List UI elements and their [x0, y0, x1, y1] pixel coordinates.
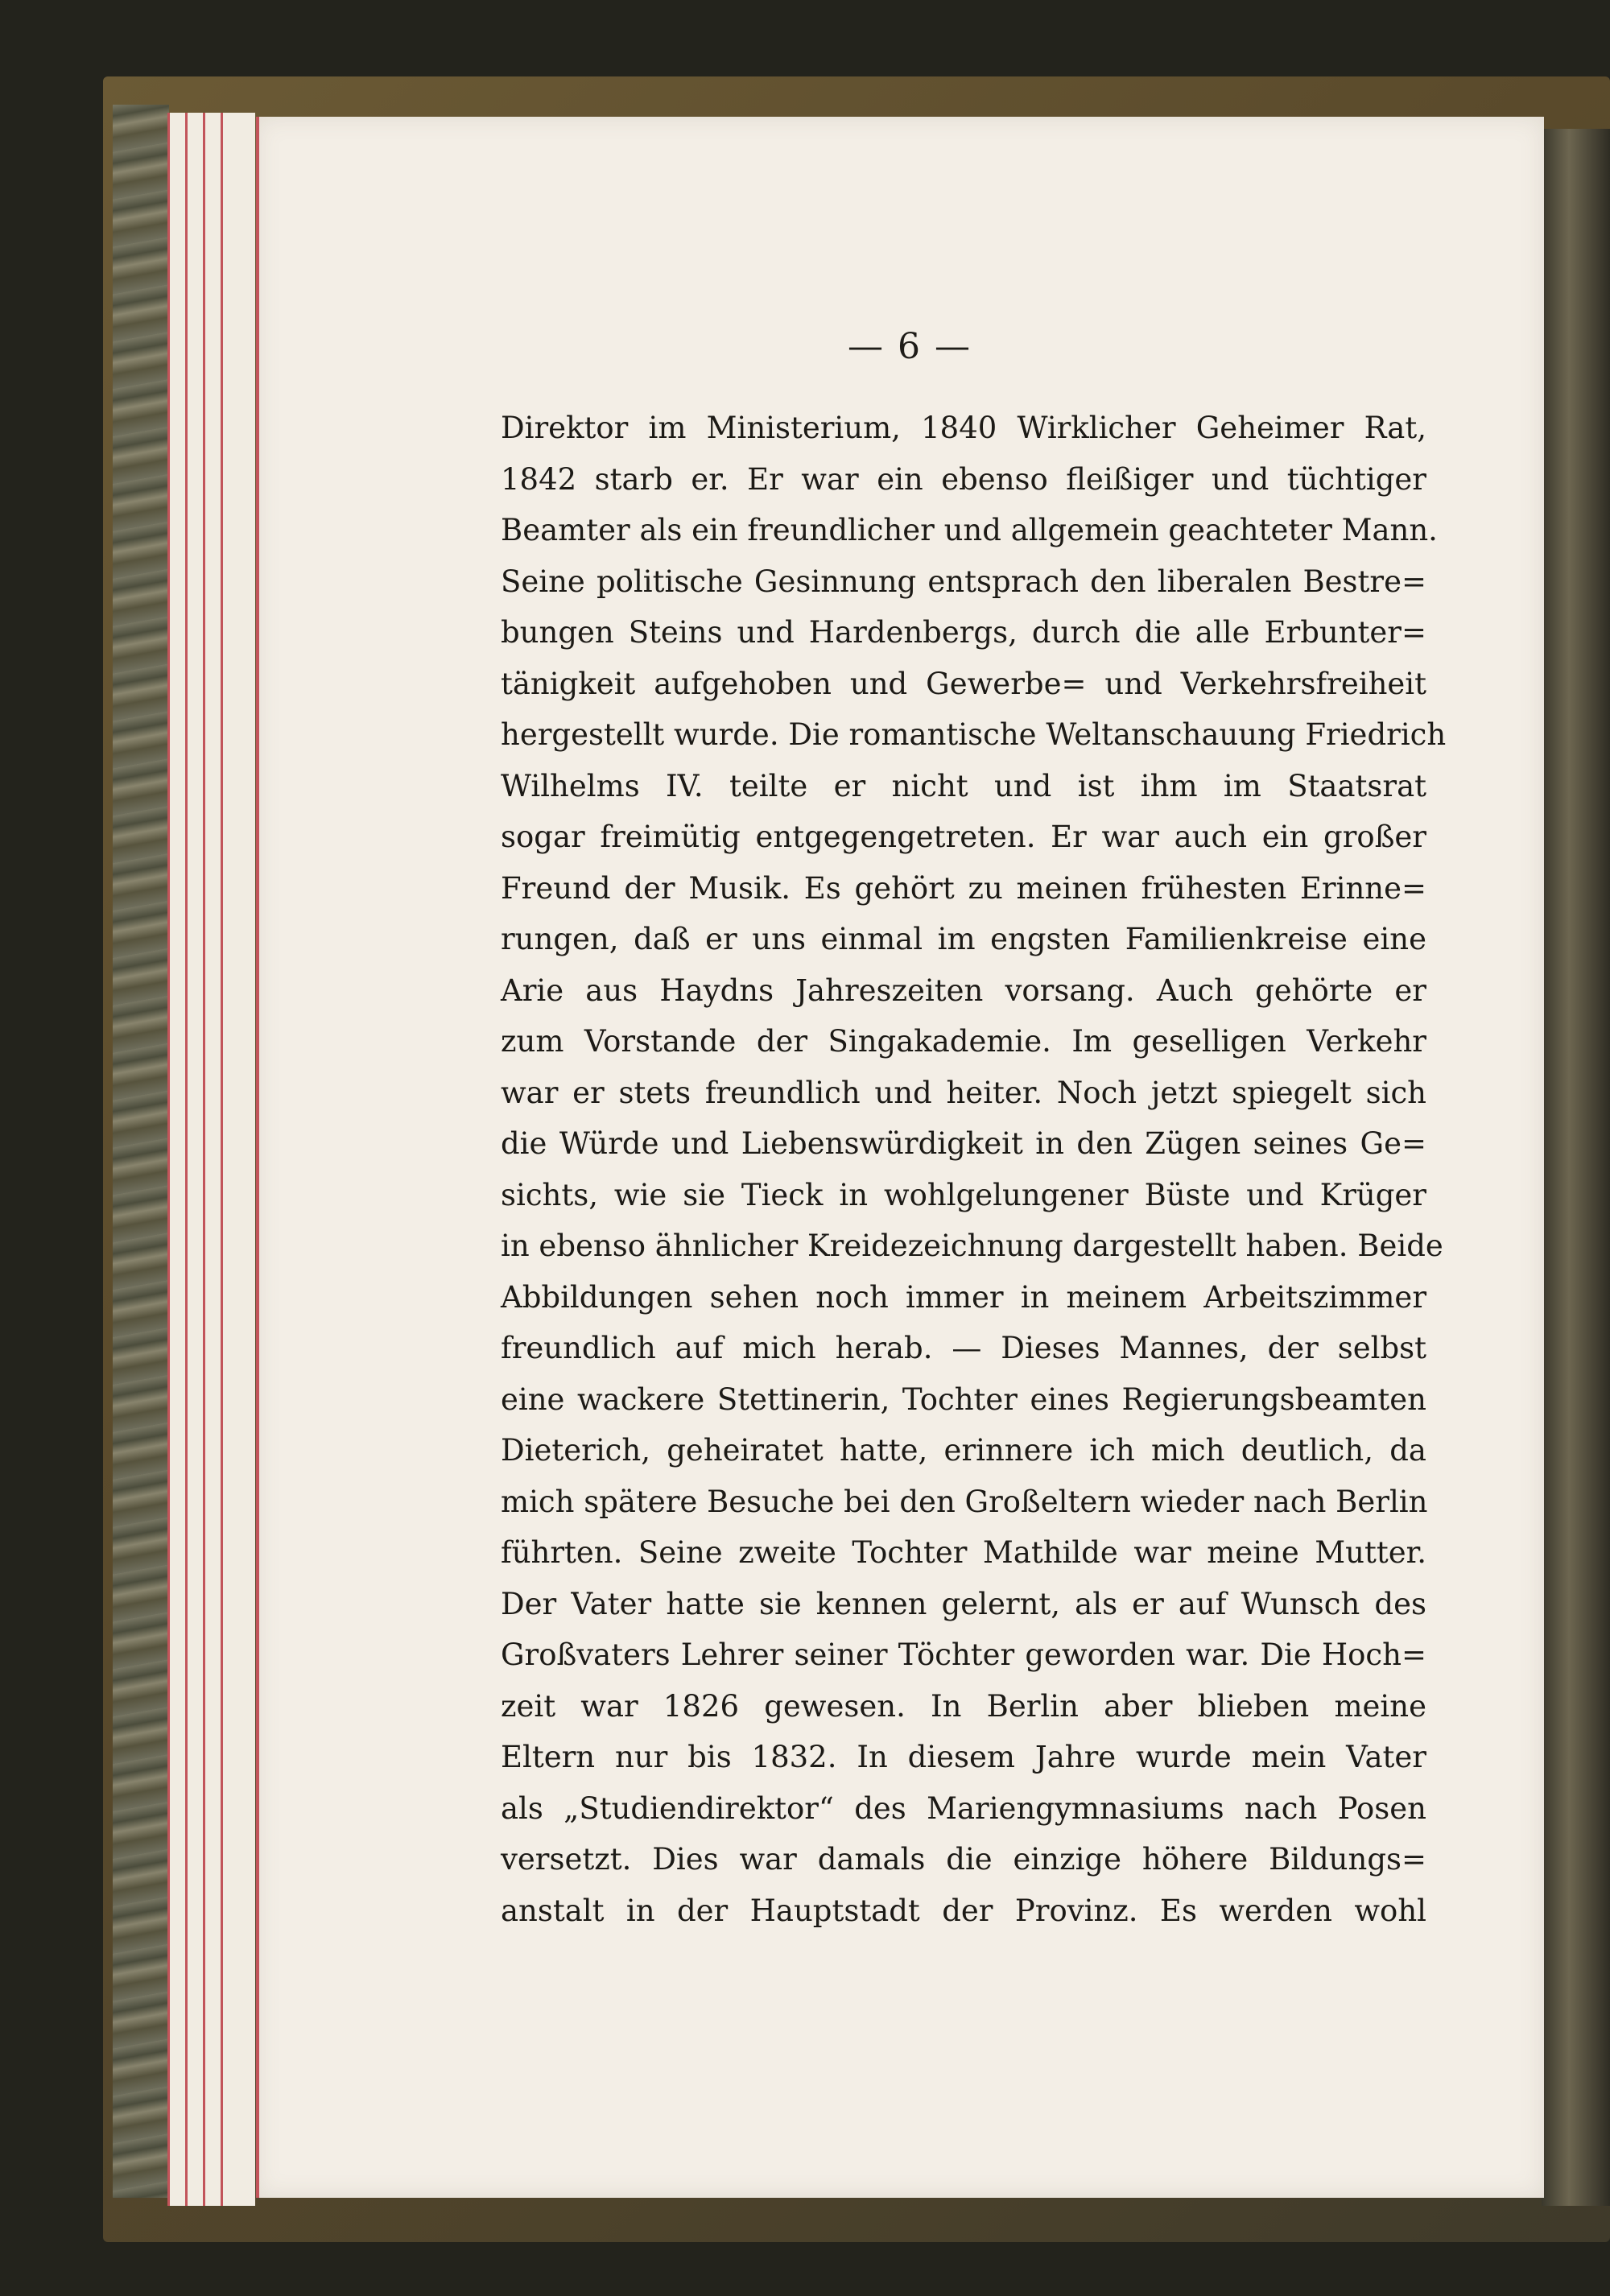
text-line: sichts, wie sie Tieck in wohlgelungener Büste und Krüger: [501, 1177, 1426, 1212]
text-line: eine wackere Stettinerin, Tochter eines Regierungsbeamten: [501, 1381, 1426, 1417]
text-line: bungen Steins und Hardenbergs, durch die alle Erbunter=: [501, 615, 1426, 650]
page-edge-2: [185, 113, 204, 2206]
page-edge-3: [203, 113, 221, 2206]
text-line: war er stets freundlich und heiter. Noch jetzt spiegelt sich: [501, 1075, 1426, 1110]
text-line: tänigkeit aufgehoben und Gewerbe= und Verkehrsfreiheit: [501, 666, 1426, 701]
text-line: Eltern nur bis 1832. In diesem Jahre wurde mein Vater: [501, 1740, 1426, 1774]
text-line: rungen, daß er uns einmal im engsten Familienkreise eine: [501, 922, 1426, 956]
text-line: als „Studiendirektor“ des Mariengymnasiums nach Posen: [501, 1790, 1426, 1826]
page-red-edge: [256, 117, 259, 2198]
page-edge-4: [221, 113, 255, 2206]
text-line: 1842 starb er. Er war ein ebenso fleißiger und tüchtiger: [501, 461, 1426, 497]
page-edge-1: [167, 113, 186, 2206]
text-line: Seine politische Gesinnung entsprach den liberalen Bestre=: [501, 564, 1426, 599]
text-line: Der Vater hatte sie kennen gelernt, als er auf Wunsch des: [501, 1586, 1426, 1621]
text-line: Großvaters Lehrer seiner Töchter geworden war. Die Hoch=: [501, 1637, 1426, 1672]
text-line: zum Vorstande der Singakademie. Im geselligen Verkehr: [501, 1024, 1426, 1059]
text-line: sogar freimütig entgegengetreten. Er war auch ein großer: [501, 820, 1426, 854]
text-line: Freund der Musik. Es gehört zu meinen frühesten Erinne=: [501, 870, 1426, 906]
text-line: Wilhelms IV. teilte er nicht und ist ihm im Staatsrat: [501, 768, 1426, 803]
text-line: Arie aus Haydns Jahreszeiten vorsang. Auch gehörte er: [501, 972, 1426, 1008]
text-line: Beamter als ein freundlicher und allgemein geachteter Mann.: [501, 513, 1438, 547]
text-line: die Würde und Liebenswürdigkeit in den Zügen seines Ge=: [501, 1126, 1426, 1161]
page-edges: [135, 113, 264, 2206]
text-line: in ebenso ähnlicher Kreidezeichnung dargestellt haben. Beide: [501, 1229, 1443, 1263]
text-line: führten. Seine zweite Tochter Mathilde war meine Mutter.: [501, 1535, 1426, 1570]
adjacent-page-edge: [1542, 129, 1610, 2206]
text-line: hergestellt wurde. Die romantische Weltanschauung Friedrich: [501, 717, 1447, 752]
text-line: mich spätere Besuche bei den Großeltern wieder nach Berlin: [501, 1484, 1428, 1519]
body-text: [501, 403, 1447, 1936]
text-line: Abbildungen sehen noch immer in meinem Arbeitszimmer: [501, 1279, 1426, 1315]
text-line: Dieterich, geheiratet hatte, erinnere ich mich deutlich, da: [501, 1433, 1426, 1468]
text-line: anstalt in der Hauptstadt der Provinz. Es werden wohl: [501, 1893, 1426, 1928]
text-line: zeit war 1826 gewesen. In Berlin aber blieben meine: [501, 1688, 1426, 1724]
page-number: — 6 —: [848, 326, 972, 367]
text-line: Direktor im Ministerium, 1840 Wirklicher Geheimer Rat,: [501, 411, 1426, 445]
text-line: freundlich auf mich herab. — Dieses Mannes, der selbst: [501, 1331, 1426, 1365]
text-line: versetzt. Dies war damals die einzige höhere Bildungs=: [501, 1842, 1426, 1877]
